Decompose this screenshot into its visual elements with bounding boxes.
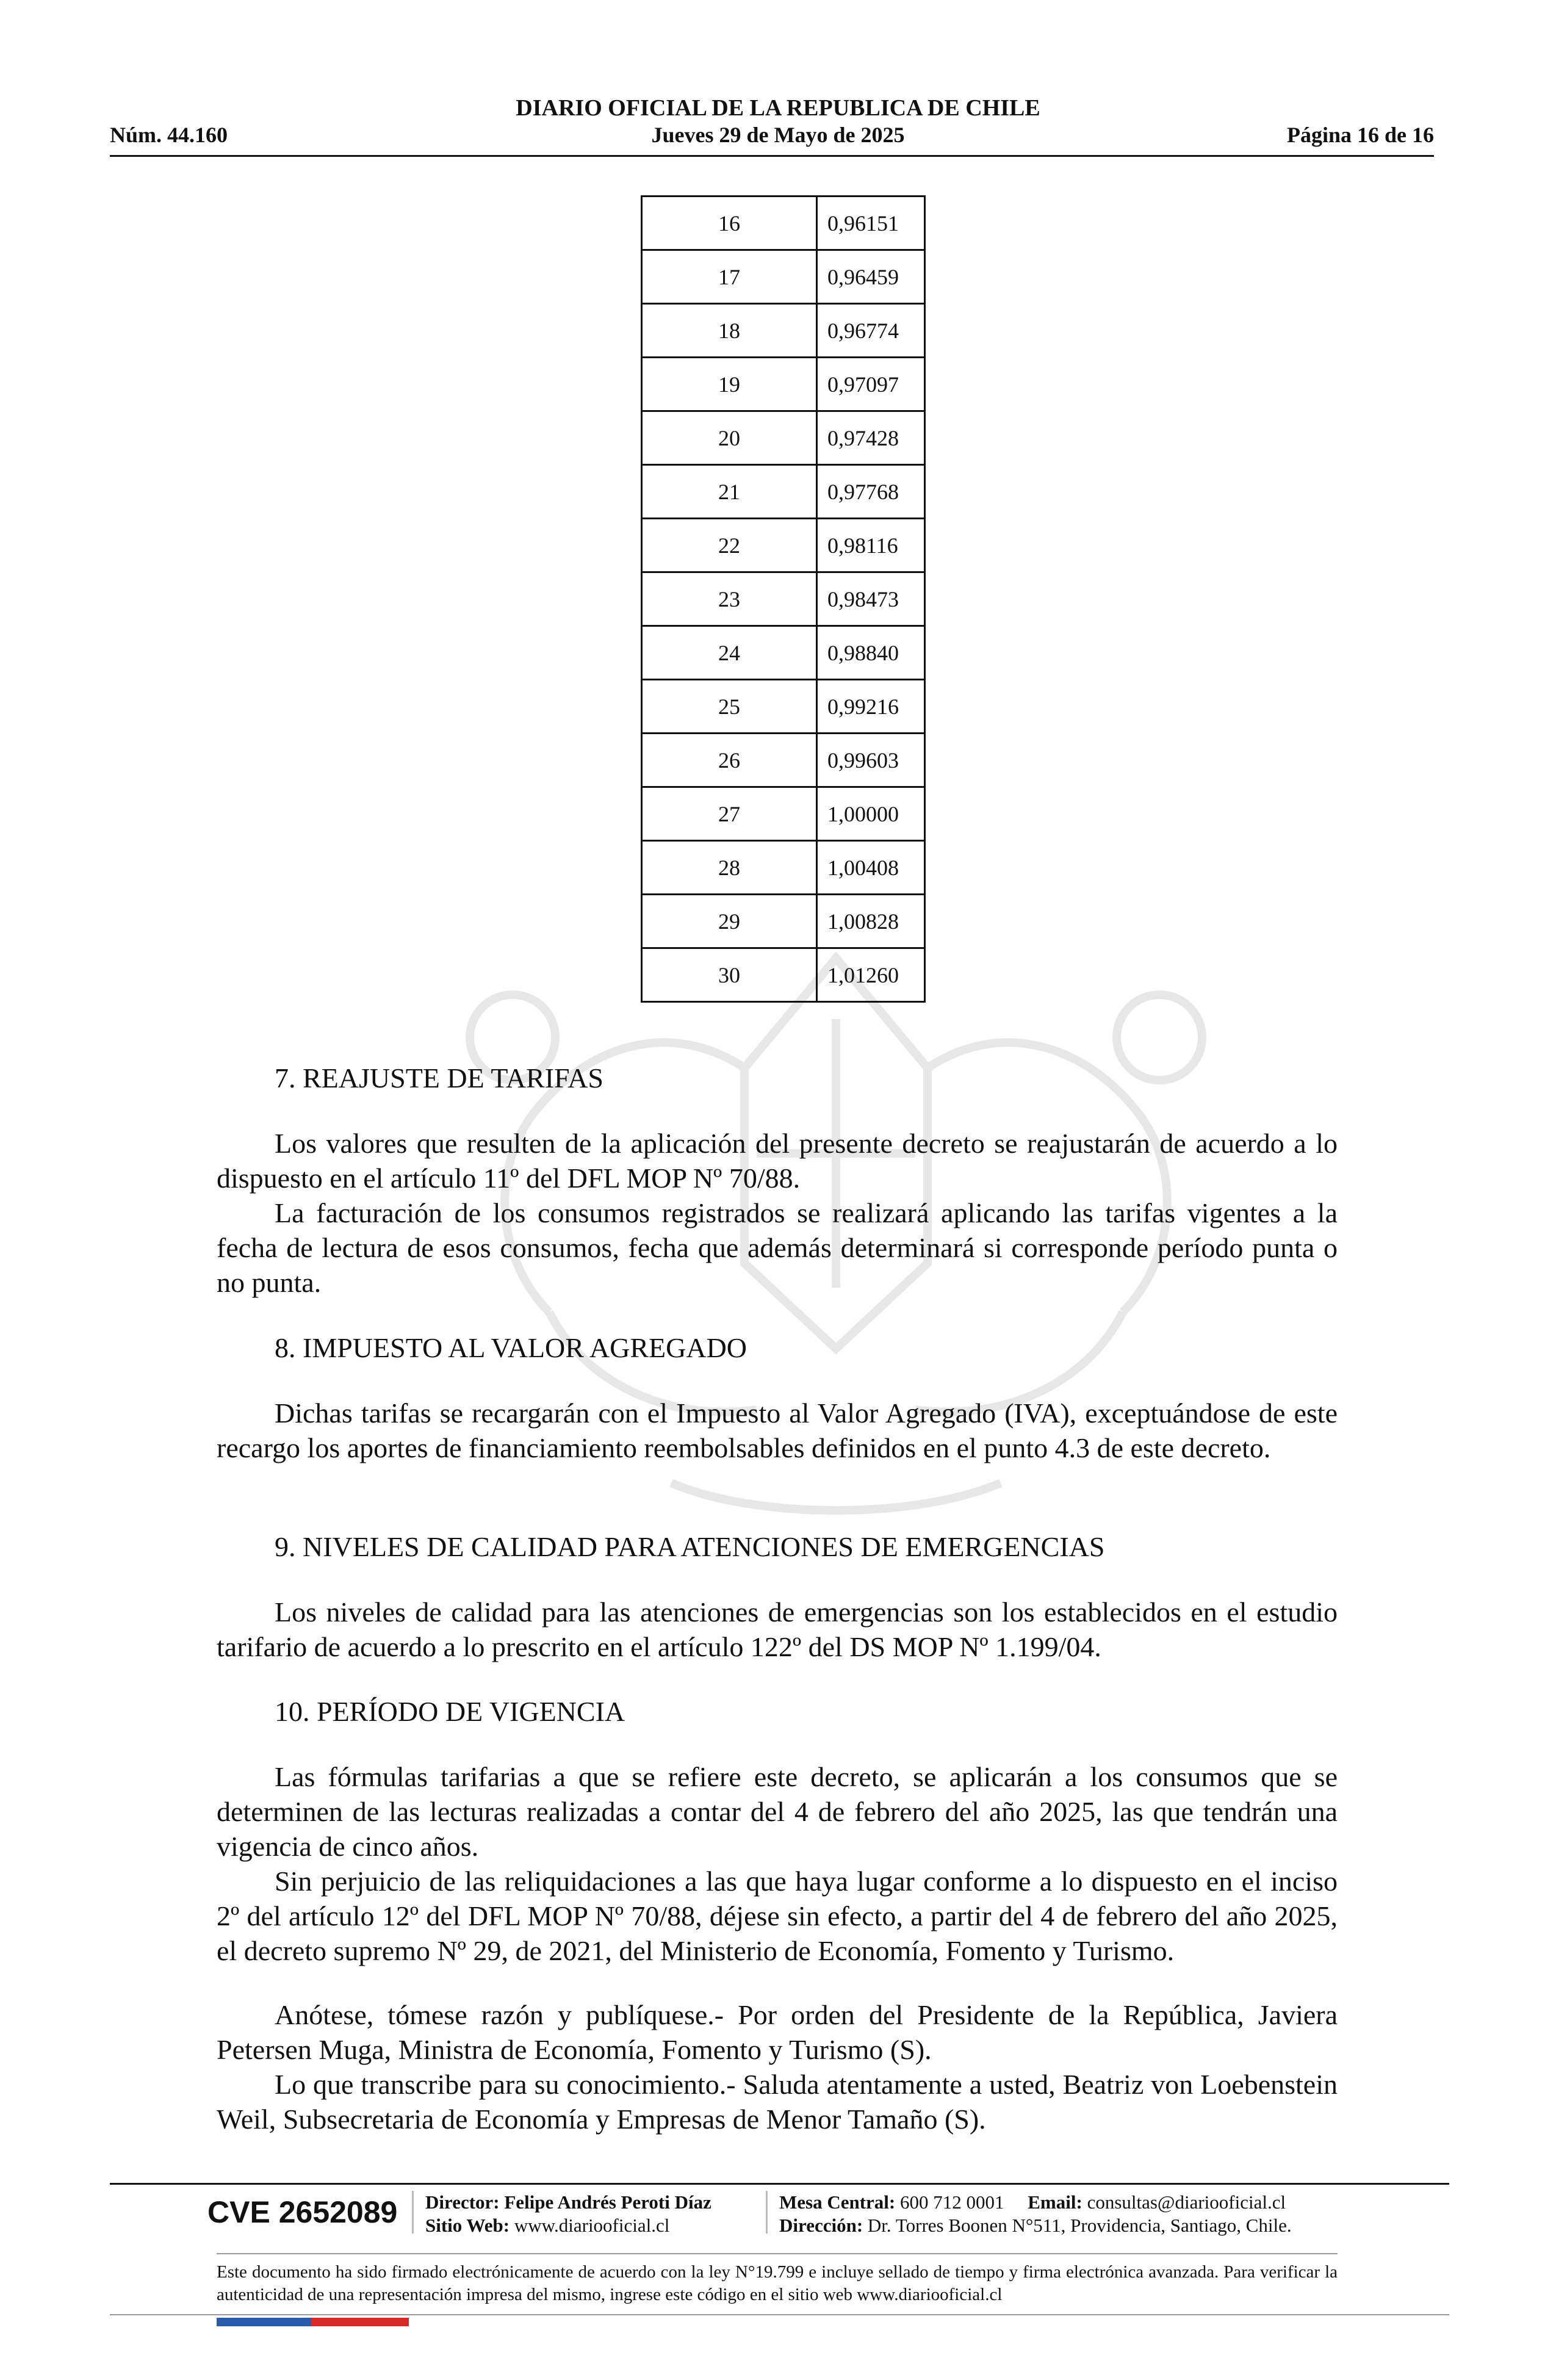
- table-row: [642, 841, 925, 895]
- table-cell-index: 25: [642, 680, 817, 734]
- phone-value: 600 712 0001: [900, 2191, 1004, 2213]
- table-row: [642, 572, 925, 626]
- footer-director-block: [425, 2191, 711, 2237]
- issue-number: Núm. 44.160: [110, 123, 228, 147]
- table-cell-index: 27: [642, 787, 817, 841]
- table-row: [642, 197, 925, 250]
- web-link[interactable]: www.diariooficial.cl: [514, 2215, 670, 2236]
- table-cell-factor: 0,98116: [817, 519, 925, 572]
- flag-stripe-red: [311, 2318, 409, 2326]
- table-cell-index: 23: [642, 572, 817, 626]
- paragraph: Las fórmulas tarifarias a que se refiere este decreto, se aplicarán a los consumos que se determinen de las lecturas realizadas a contar del 4 de febrero del año 2025, las que tendrán una vigencia de cinco años.: [217, 1761, 1338, 1862]
- footer-separator: [412, 2191, 414, 2234]
- closing-body: [217, 1997, 1338, 2137]
- page-number: Página 16 de 16: [1286, 123, 1434, 147]
- table-row: [642, 895, 925, 948]
- newspaper-title: DIARIO OFICIAL DE LA REPUBLICA DE CHILE: [516, 95, 1040, 121]
- email-label: Email:: [1028, 2191, 1082, 2213]
- address-value: Dr. Torres Boonen N°511, Providencia, Santiago, Chile.: [867, 2215, 1292, 2236]
- email-link[interactable]: consultas@diariooficial.cl: [1087, 2191, 1286, 2213]
- table-cell-index: 21: [642, 465, 817, 519]
- footer-contact-block: [779, 2191, 1292, 2237]
- table-cell-factor: 0,98473: [817, 572, 925, 626]
- table-cell-index: 17: [642, 250, 817, 304]
- table-row: [642, 680, 925, 734]
- paragraph: Dichas tarifas se recargarán con el Impuesto al Valor Agregado (IVA), exceptuándose de este recargo los aportes de financiamiento reembolsables definidos en el punto 4.3 de este decreto.: [217, 1397, 1338, 1463]
- table-cell-index: 19: [642, 358, 817, 411]
- phone-label: Mesa Central:: [779, 2191, 896, 2213]
- paragraph: Los niveles de calidad para las atenciones de emergencias son los establecidos en el estudio tarifario de acuerdo a lo prescrito en el artículo 122º del DS MOP Nº 1.199/04.: [217, 1596, 1338, 1662]
- table-cell-factor: 0,98840: [817, 626, 925, 680]
- section-7-body: [217, 1126, 1338, 1300]
- table-cell-factor: 0,99603: [817, 734, 925, 787]
- section-10-heading: 10. PERÍODO DE VIGENCIA: [275, 1696, 625, 1727]
- table-cell-factor: 0,96774: [817, 304, 925, 358]
- table-cell-index: 20: [642, 411, 817, 465]
- table-cell-index: 30: [642, 948, 817, 1002]
- table-row: [642, 250, 925, 304]
- table-row: [642, 626, 925, 680]
- table-cell-factor: 0,97768: [817, 465, 925, 519]
- section-8-heading: 8. IMPUESTO AL VALOR AGREGADO: [275, 1332, 747, 1363]
- table-row: [642, 519, 925, 572]
- table-cell-index: 24: [642, 626, 817, 680]
- table-row: [642, 465, 925, 519]
- table-cell-factor: 1,00408: [817, 841, 925, 895]
- footer-divider: [110, 2314, 1449, 2315]
- paragraph: Lo que transcribe para su conocimiento.- Saluda atentamente a usted, Beatriz von Loebenstein Weil, Subsecretaria de Economía y Empresas de Menor Tamaño (S).: [217, 2069, 1338, 2135]
- address-label: Dirección:: [779, 2215, 863, 2236]
- footer-separator: [766, 2191, 768, 2234]
- paragraph: Anótese, tómese razón y publíquese.- Por orden del Presidente de la República, Javiera Petersen Muga, Ministra de Economía, Fomento y Turismo (S).: [217, 1999, 1338, 2065]
- legal-notice: Este documento ha sido firmado electrónicamente de acuerdo con la ley N°19.799 e incluye sellado de tiempo y firma electrónica avanzada. Para verificar la autenticidad de una representación impresa del mismo, ingrese este código en el sitio web www.diariooficial.cl: [217, 2262, 1338, 2304]
- table-cell-factor: 0,97428: [817, 411, 925, 465]
- table-cell-factor: 0,97097: [817, 358, 925, 411]
- table-cell-factor: 1,00828: [817, 895, 925, 948]
- footer-divider: [110, 2183, 1449, 2185]
- table-row: [642, 411, 925, 465]
- table-cell-factor: 0,99216: [817, 680, 925, 734]
- section-10-body: [217, 1759, 1338, 1968]
- table-cell-index: 26: [642, 734, 817, 787]
- paragraph: La facturación de los consumos registrados se realizará aplicando las tarifas vigentes a la fecha de lectura de esos consumos, fecha que además determinará si corresponde período punta o no punta.: [217, 1197, 1338, 1298]
- table-row: [642, 358, 925, 411]
- cve-code: CVE 2652089: [207, 2195, 398, 2229]
- paragraph: Sin perjuicio de las reliquidaciones a las que haya lugar conforme a lo dispuesto en el inciso 2º del artículo 12º del DFL MOP Nº 70/88, déjese sin efecto, a partir del 4 de febrero del año 2025, el decreto supremo Nº 29, de 2021, del Ministerio de Economía, Fomento y Turismo.: [217, 1866, 1338, 1966]
- web-label: Sitio Web:: [425, 2215, 510, 2236]
- table-cell-index: 18: [642, 304, 817, 358]
- director-name: Felipe Andrés Peroti Díaz: [504, 2191, 711, 2213]
- director-label: Director:: [425, 2191, 500, 2213]
- section-9-body: [217, 1595, 1338, 1664]
- table-row: [642, 787, 925, 841]
- footer-divider: [217, 2253, 1338, 2254]
- table-cell-index: 28: [642, 841, 817, 895]
- table-cell-index: 22: [642, 519, 817, 572]
- section-7-heading: 7. REAJUSTE DE TARIFAS: [275, 1062, 603, 1094]
- section-8-body: [217, 1396, 1338, 1465]
- table-cell-index: 16: [642, 197, 817, 250]
- issue-date: Jueves 29 de Mayo de 2025: [651, 123, 905, 147]
- flag-stripe-blue: [217, 2318, 311, 2326]
- table-row: [642, 948, 925, 1002]
- paragraph: Los valores que resulten de la aplicación del presente decreto se reajustarán de acuerdo a lo dispuesto en el artículo 11º del DFL MOP Nº 70/88.: [217, 1128, 1338, 1194]
- table-cell-factor: 1,01260: [817, 948, 925, 1002]
- table-row: [642, 734, 925, 787]
- table-row: [642, 304, 925, 358]
- table-cell-factor: 0,96151: [817, 197, 925, 250]
- section-9-heading: 9. NIVELES DE CALIDAD PARA ATENCIONES DE EMERGENCIAS: [275, 1531, 1105, 1562]
- table-cell-factor: 1,00000: [817, 787, 925, 841]
- header-divider: [110, 155, 1434, 157]
- table-cell-index: 29: [642, 895, 817, 948]
- table-cell-factor: 0,96459: [817, 250, 925, 304]
- factor-table: [641, 195, 926, 1003]
